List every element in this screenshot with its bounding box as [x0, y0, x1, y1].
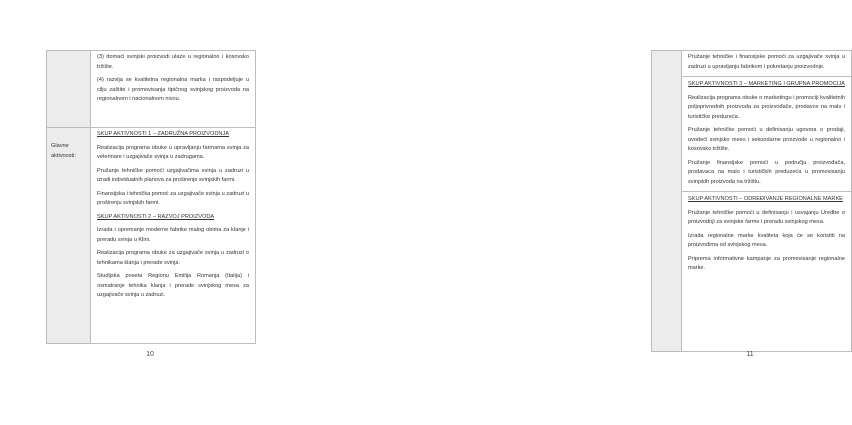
divider — [682, 191, 851, 192]
row-text-cell — [91, 51, 256, 128]
paragraph: (3) domaći svinjski proizvodi ulaze u regionalno i kosovsko tržište. — [97, 54, 249, 70]
paragraph: Realizacija programa obuke u upravljanju farmama svinja za veterinare i uzgajivače svinja u zadrugama. — [97, 144, 249, 160]
divider — [682, 76, 851, 77]
paragraph: Realizacija programa obuke o marketingu i promociji kvalitetnih poljoprivrednih proizvoda za proizvođače, prodavce na malo i turističke preduzeća. — [688, 94, 845, 120]
table-row — [652, 51, 852, 352]
activities-table-right — [651, 50, 852, 352]
paragraph: Izrada regionalne marke kvaliteta koja će se koristiti na proizvodima od svinjskog mesa. — [688, 232, 845, 248]
paragraph: (4) razvija se kvalitetna regionalna marka i raspodeljuje u cilju zaštite i promovisanja tipičnog svinjskog proizvoda na regionalnom i nacionalnom nivou. — [97, 77, 249, 102]
row-label-cell — [47, 128, 91, 344]
paragraph: Priprema informativne kampanje za promovisanje regionalne marke. — [688, 255, 845, 271]
paragraph: Izrada i opremanje moderne fabrike malog obima za klanje i preradu svinja u Klini. — [97, 227, 249, 243]
table-row — [47, 128, 256, 344]
paragraph: Pružanje tehničke pomoći u definisanju ugovora o prodaji, uvodeći svinjsko meso i sekundarne proizvode u regionalno i kosovsko tržište. — [688, 127, 845, 152]
section-heading: SKUP AKTIVNOSTI 3 – MARKETING I GRUPNA PROMOCIJA — [688, 81, 845, 87]
section-heading: SKUP AKTIVNOSTI – ODREĐIVANJE REGIONALNE MARKE — [688, 196, 843, 202]
paragraph: Pružanje tehničke pomoći uzgajivačima svinja u zadruzi u izradi individualnih planova za proširenje svinjskih farmi. — [97, 167, 249, 183]
row-label-cell — [652, 51, 682, 352]
activities-table-left — [46, 50, 256, 344]
row-text-cell — [682, 51, 852, 352]
right-page — [300, 0, 845, 425]
paragraph: Pružanje finansijske pomoći u području proizvođača, prodavaca na malo i turističkih preduzeća u promovisanju svinjskih proizvoda na tržištu. — [688, 159, 845, 185]
paragraph: Studijska poseta Regionu Emilija Romanja (Italija) i osmatranje tehnika klanja i prerade svinjskog mesa za uzgajivače svinja u zadruzi. — [97, 273, 249, 298]
section-heading: SKUP AKTIVNOSTI 2 – RAZVOJ PROIZVODA — [97, 213, 215, 220]
paragraph: Pružanje tehničke pomoći u definisanju i usvajanju Uredbe o proizvodnji za svinjske farme i preradu svinjskog mesa. — [688, 209, 845, 225]
left-page — [0, 0, 300, 425]
table-row — [47, 51, 256, 128]
row-label-cell — [47, 51, 91, 128]
page-number: 10 — [146, 351, 154, 358]
paragraph: Realizacija programa obuke za uzgajivače svinja u zadruzi o tehnikama klanja i prerade svinja. — [97, 250, 249, 266]
paragraph: Pružanje tehničke i finansijske pomoći za uzgajivače svinja u zadruzi u upravljanju fabrikom i pokretanju proizvodnje. — [688, 54, 845, 70]
row-label-main-activities: Glavne aktivnosti: — [51, 143, 76, 159]
paragraph: Finansijska i tehnička pomoć za uzgajivače svinja u zadruzi u proširenju svinjskih farmi. — [97, 190, 249, 206]
section-heading: SKUP AKTIVNOSTI 1 – ZADRUŽNA PROIZVODNJA — [97, 131, 229, 137]
row-text-cell — [91, 128, 256, 344]
page-number: 11 — [746, 351, 754, 358]
